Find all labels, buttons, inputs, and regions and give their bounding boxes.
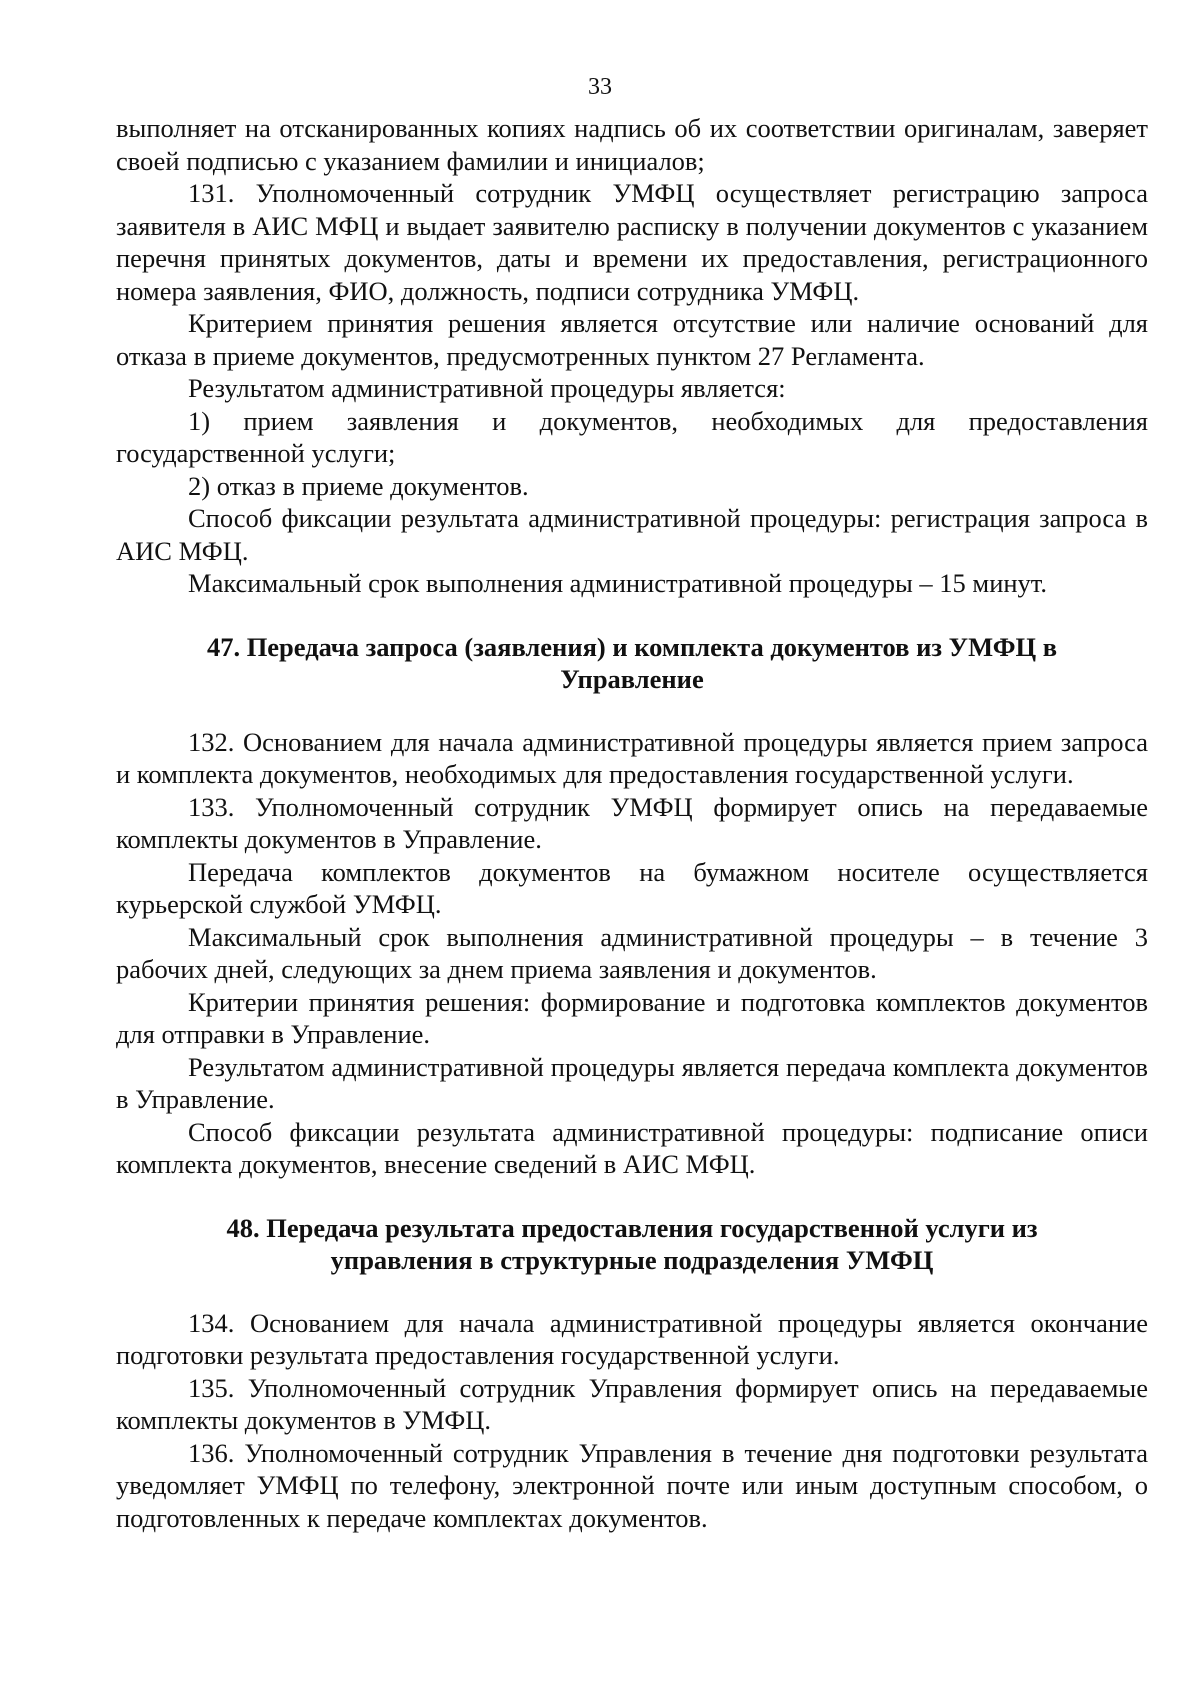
paragraph-fixation-method: Способ фиксации результата административной процедуры: регистрация запроса в АИС МФЦ.: [116, 503, 1148, 566]
paragraph-131: 131. Уполномоченный сотрудник УМФЦ осуществляет регистрацию запроса заявителя в АИС МФЦ и выдает заявителю расписку в получении документов с указанием перечня принятых документов, даты и времени их предоставления, регистрационного номера заявления, ФИО, должность, подписи сотрудника УМФЦ.: [116, 178, 1148, 306]
paragraph-procedure-result: Результатом административной процедуры является передача комплекта документов в Управление.: [116, 1051, 1148, 1114]
paragraph-max-duration: Максимальный срок выполнения административной процедуры – 15 минут.: [188, 568, 1048, 598]
paragraph-courier-transfer: Передача комплектов документов на бумажном носителе осуществляется курьерской службой УМФЦ.: [116, 856, 1148, 919]
paragraph-result-item-1: 1) прием заявления и документов, необходимых для предоставления государственной услуги;: [116, 405, 1148, 468]
paragraph-max-duration-3-days: Максимальный срок выполнения административной процедуры – в течение 3 рабочих дней, следующих за днем приема заявления и документов.: [116, 921, 1148, 984]
paragraph-134: 134. Основанием для начала административной процедуры является окончание подготовки результата предоставления государственной услуги.: [116, 1307, 1148, 1370]
document-body: [116, 112, 1148, 1534]
paragraph-133: 133. Уполномоченный сотрудник УМФЦ формирует опись на передаваемые комплекты документов в Управление.: [116, 791, 1148, 854]
section-heading-47: 47. Передача запроса (заявления) и комплекта документов из УМФЦ в Управление: [206, 631, 1058, 694]
paragraph-decision-criteria: Критерии принятия решения: формирование и подготовка комплектов документов для отправки в Управление.: [116, 986, 1148, 1049]
paragraph-132: 132. Основанием для начала административной процедуры является прием запроса и комплекта документов, необходимых для предоставления государственной услуги.: [116, 726, 1148, 789]
paragraph-result-item-2: 2) отказ в приеме документов.: [188, 470, 529, 501]
paragraph-135: 135. Уполномоченный сотрудник Управления формирует опись на передаваемые комплекты документов в УМФЦ.: [116, 1372, 1148, 1435]
section-heading-48: 48. Передача результата предоставления государственной услуги из управления в структурные подразделения УМФЦ: [226, 1212, 1038, 1275]
page-number: 33: [588, 74, 612, 100]
paragraph-fixation-method-signing: Способ фиксации результата административной процедуры: подписание описи комплекта документов, внесение сведений в АИС МФЦ.: [116, 1116, 1148, 1179]
paragraph-136: 136. Уполномоченный сотрудник Управления в течение дня подготовки результата уведомляет УМФЦ по телефону, электронной почте или иным доступным способом, о подготовленных к передаче комплектах документов.: [116, 1437, 1148, 1533]
paragraph-decision-criterion: Критерием принятия решения является отсутствие или наличие оснований для отказа в приеме документов, предусмотренных пунктом 27 Регламента.: [116, 308, 1148, 371]
paragraph-continuation: выполняет на отсканированных копиях надпись об их соответствии оригиналам, заверяет своей подписью с указанием фамилии и инициалов;: [116, 113, 1148, 176]
paragraph-result-intro: Результатом административной процедуры является:: [188, 373, 786, 403]
